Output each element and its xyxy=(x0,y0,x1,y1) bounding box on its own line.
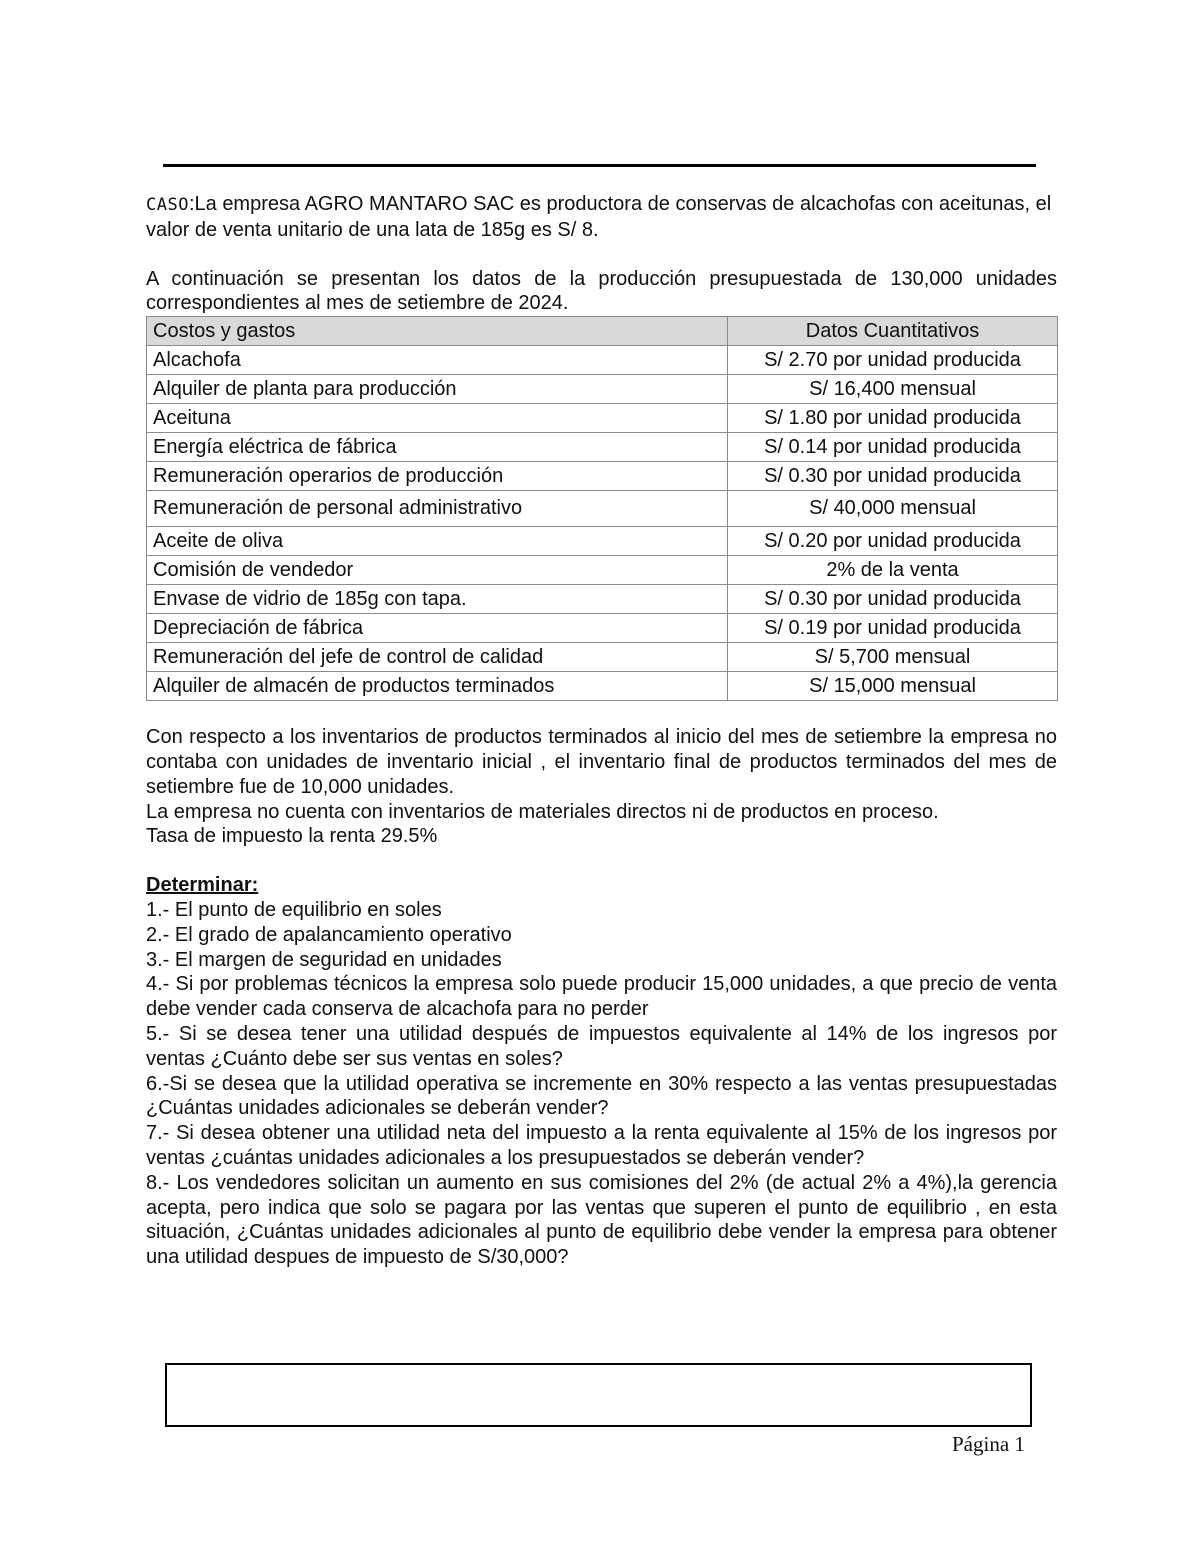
page-number: Página 1 xyxy=(952,1432,1025,1456)
cost-value: S/ 0.30 por unidad producida xyxy=(728,462,1058,491)
cost-name: Remuneración del jefe de control de calidad xyxy=(147,643,728,672)
table-row xyxy=(147,404,1058,433)
cost-name: Alquiler de almacén de productos terminados xyxy=(147,672,728,701)
cost-value: S/ 2.70 por unidad producida xyxy=(728,346,1058,375)
cost-value: S/ 15,000 mensual xyxy=(728,672,1058,701)
cost-name: Energía eléctrica de fábrica xyxy=(147,433,728,462)
tax-rate-text: Tasa de impuesto la renta 29.5% xyxy=(146,825,438,848)
case-intro xyxy=(146,192,1057,243)
cost-name: Remuneración de personal administrativo xyxy=(147,491,728,527)
table-row xyxy=(147,433,1058,462)
cost-value: S/ 40,000 mensual xyxy=(728,491,1058,527)
table-row xyxy=(147,375,1058,404)
table-row xyxy=(147,643,1058,672)
table-row xyxy=(147,585,1058,614)
inventory-text: Con respecto a los inventarios de productos terminados al inicio del mes de setiembre la empresa no contaba con unidades de inventario inicial , el inventario final de productos terminados del mes de setiembre fue de 10,000 unidades. xyxy=(146,726,1057,798)
case-intro-text: :La empresa AGRO MANTARO SAC es productora de conservas de alcachofas con aceitunas, el valor de venta unitario de una lata de 185g es S/ 8. xyxy=(146,193,1052,241)
footer-box xyxy=(165,1363,1032,1427)
cost-name: Aceituna xyxy=(147,404,728,433)
table-header-cell: Datos Cuantitativos xyxy=(728,317,1058,346)
tasks-title: Determinar: xyxy=(146,874,259,897)
cost-value: S/ 0.19 por unidad producida xyxy=(728,614,1058,643)
table-row xyxy=(147,556,1058,585)
costs-table xyxy=(146,316,1058,701)
task-item: 1.- El punto de equilibrio en soles xyxy=(146,898,442,921)
table-row xyxy=(147,527,1058,556)
task-item: 5.- Si se desea tener una utilidad después de impuestos equivalente al 14% de los ingresos por ventas ¿Cuánto debe ser sus ventas en soles? xyxy=(146,1022,1057,1070)
table-row xyxy=(147,462,1058,491)
table-row xyxy=(147,491,1058,527)
task-item: 7.- Si desea obtener una utilidad neta del impuesto a la renta equivalente al 15% de los ingresos por ventas ¿cuántas unidades adicionales a los presupuestados se deberán vender? xyxy=(146,1122,1057,1169)
cost-value: S/ 0.20 por unidad producida xyxy=(728,527,1058,556)
cost-name: Aceite de oliva xyxy=(147,527,728,556)
task-item: 3.- El margen de seguridad en unidades xyxy=(146,948,502,971)
cost-name: Envase de vidrio de 185g con tapa. xyxy=(147,585,728,614)
cost-value: S/ 5,700 mensual xyxy=(728,643,1058,672)
cost-value: S/ 0.14 por unidad producida xyxy=(728,433,1058,462)
production-text: A continuación se presentan los datos de la producción presupuestada de 130,000 unidades correspondientes al mes de setiembre de 2024. xyxy=(146,267,1057,315)
table-row xyxy=(147,672,1058,701)
case-label: CASO xyxy=(146,195,189,215)
cost-value: 2% de la venta xyxy=(728,556,1058,585)
table-header-cell: Costos y gastos xyxy=(147,317,728,346)
table-row xyxy=(147,346,1058,375)
table-row xyxy=(147,614,1058,643)
table-header-row xyxy=(147,317,1058,346)
inventory-materials-text: La empresa no cuenta con inventarios de materiales directos ni de productos en proceso. xyxy=(146,800,939,823)
cost-name: Comisión de vendedor xyxy=(147,556,728,585)
cost-value: S/ 1.80 por unidad producida xyxy=(728,404,1058,433)
task-item: 8.- Los vendedores solicitan un aumento en sus comisiones del 2% (de actual 2% a 4%),la gerencia acepta, pero indica que solo se pagara por las ventas que superen el punto de equilibrio , en esta situación, ¿Cuántas unidades adicionales al punto de equilibrio debe vender la empresa para obtener una utilidad despues de impuesto de S/30,000? xyxy=(146,1171,1057,1269)
cost-name: Alquiler de planta para producción xyxy=(147,375,728,404)
cost-name: Depreciación de fábrica xyxy=(147,614,728,643)
task-item: 4.- Si por problemas técnicos la empresa solo puede producir 15,000 unidades, a que precio de venta debe vender cada conserva de alcachofa para no perder xyxy=(146,973,1057,1021)
cost-name: Alcachofa xyxy=(147,346,728,375)
cost-value: S/ 0.30 por unidad producida xyxy=(728,585,1058,614)
header-rule xyxy=(163,164,1036,167)
cost-name: Remuneración operarios de producción xyxy=(147,462,728,491)
task-item: 6.-Si se desea que la utilidad operativa se incremente en 30% respecto a las ventas presupuestadas ¿Cuántas unidades adicionales se deberán vender? xyxy=(146,1072,1057,1120)
document-body xyxy=(146,192,1057,1270)
cost-value: S/ 16,400 mensual xyxy=(728,375,1058,404)
task-item: 2.- El grado de apalancamiento operativo xyxy=(146,923,512,946)
